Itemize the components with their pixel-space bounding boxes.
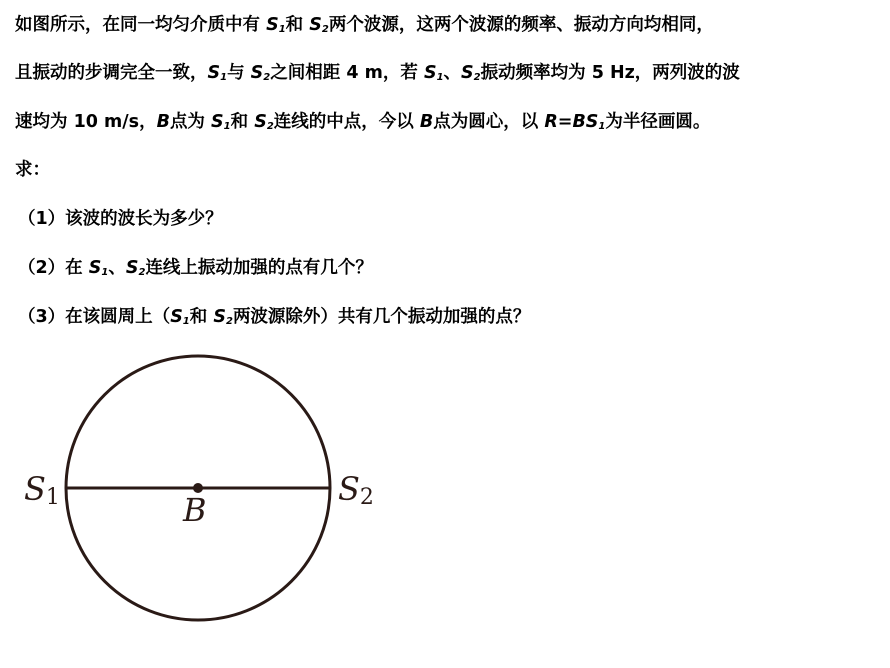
source-symbol-s2: $S_2$ [213,307,233,327]
text-segment: 振动频率均为 5 Hz，两列波的波 [480,63,740,83]
point-symbol-b: B [156,112,170,132]
text-segment: 点为 [169,112,212,132]
text-segment: （3）在该圆周上（ [18,307,171,327]
equals-sign: = [557,112,573,132]
radius-symbol: R [544,112,558,132]
text-segment: 连线的中点，今以 [273,112,420,132]
text-segment: 和 [285,15,310,35]
problem-line-3 [15,111,710,133]
text-segment: 速均为 10 m/s， [15,112,157,132]
source-symbol-s1: $S_1$ [423,63,444,83]
problem-line-1 [15,14,714,36]
source-symbol-s1: $S_1$ [211,112,231,132]
circle-figure [0,340,420,660]
label-b: B [183,491,207,529]
text-segment: 、 [108,258,126,278]
point-symbol-b: B [419,112,434,132]
source-symbol-s1: $S_1$ [207,63,228,83]
source-symbol-s1: $S_1$ [88,258,109,278]
text-segment: 两波源除外）共有几个振动加强的点？ [232,307,531,327]
text-segment: （2）在 [18,258,89,278]
text-segment: 和 [230,112,255,132]
question-1: （1）该波的波长为多少？ [18,209,223,229]
source-symbol-s2: $S_2$ [250,63,271,83]
source-symbol-s2: $S_2$ [309,15,329,35]
text-segment: 与 [227,63,251,83]
text-segment: 且振动的步调完全一致， [15,63,208,83]
source-symbol-s2: $S_2$ [461,63,481,83]
text-segment: 两个波源，这两个波源的频率、振动方向均相同， [328,15,714,35]
question-3 [18,306,530,328]
source-symbol-s2: $S_2$ [125,258,146,278]
text-segment: 如图所示，在同一均匀介质中有 [15,15,267,35]
text-segment: 为半径画圆。 [605,112,711,132]
text-segment: 、 [443,63,462,83]
problem-prompt: 求： [15,160,50,180]
text-segment: 和 [189,307,214,327]
source-symbol-s1: $S_1$ [266,15,286,35]
question-2 [18,257,373,279]
text-segment: 点为圆心，以 [433,112,545,132]
segment-symbol-bs1: $BS_1$ [572,112,606,132]
text-segment: 连线上振动加强的点有几个？ [145,258,373,278]
text-segment: 之间相距 4 m，若 [270,63,424,83]
source-symbol-s2: $S_2$ [254,112,274,132]
label-s1: S1 [24,470,60,510]
problem-line-2 [15,62,740,84]
label-s2: S2 [338,470,374,510]
source-symbol-s1: $S_1$ [170,307,190,327]
